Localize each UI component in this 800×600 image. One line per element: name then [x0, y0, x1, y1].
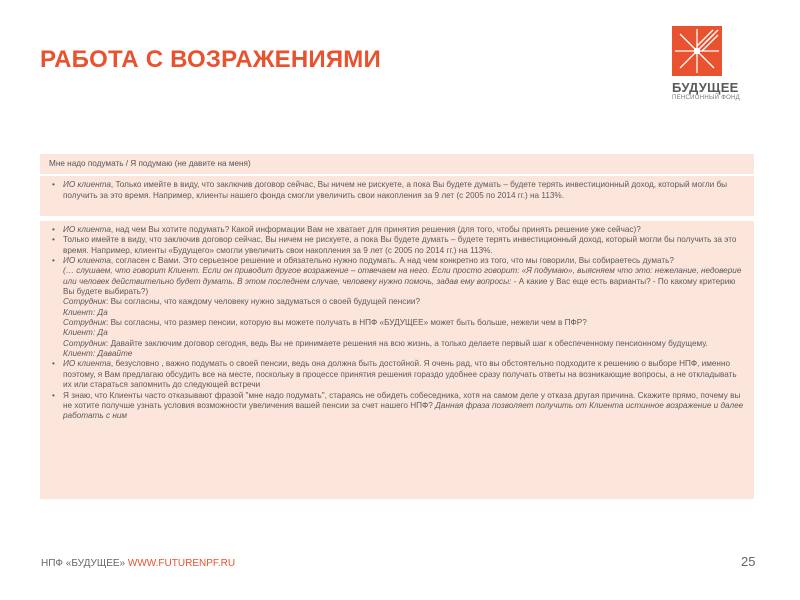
logo-name: БУДУЩЕЕ: [672, 80, 739, 95]
script-panel: [40, 221, 754, 499]
dialogue-line: [52, 297, 744, 307]
slide-title: РАБОТА С ВОЗРАЖЕНИЯМИ: [40, 46, 381, 73]
script-note-questions: - А какие у Вас еще есть варианты? - По какому критерию Вы будете выбирать?): [63, 276, 736, 297]
client-name-placeholder: ИО клиента: [63, 359, 111, 369]
dialogue-reply: Клиент: Давайте: [63, 349, 133, 359]
objection-answer-item: [52, 179, 744, 201]
page-number: 25: [741, 554, 756, 569]
objection-panel: [40, 154, 754, 216]
logo-subtitle: ПЕНСИОННЫЙ ФОНД: [672, 95, 741, 101]
script-content: [40, 221, 754, 422]
speaker-label: Сотрудник: [63, 297, 107, 307]
objection-header: Мне надо подумать / Я подумаю (не давите на меня): [40, 154, 754, 176]
dialogue-line: [52, 318, 744, 328]
script-text: Только имейте в виду, что заключив договор сейчас, Вы ничем не рискуете, а пока Вы будете думать – будете терять инвестиционный доход, который могли бы получить за это время. Например, клиенты «Будущего» смогли увеличить свои накопления за 9 лет (с 2005 по 2014 гг.) на 113%.: [63, 235, 737, 255]
script-text: , безусловно , важно подумать о своей пенсии, ведь она должна быть достойной. Я очень рад, что вы обстоятельно подходите к решению о выборе НПФ, именно поэтому, я Вам предлагаю обсудить все на месте, поскольку в процессе принятия решения гораздо удобнее сразу получать ответы на возникающие вопросы, а не откладывать их или стараться запомнить до следующей встречи: [63, 359, 737, 390]
script-item: [52, 359, 744, 390]
script-item: [52, 235, 744, 256]
objection-answer-text: , Только имейте в виду, что заключив договор сейчас, Вы ничем не рискуете, а пока Вы будете думать – будете терять инвестиционный доход, который могли бы получить за это время. Например, клиенты нашего фонда смогли увеличить свои накопления за 9 лет (с 2005 по 2014 гг.) на 113%.: [63, 180, 728, 200]
dialogue-text: : Вы согласны, что размер пенсии, которую вы можете получать в НПФ «БУДУЩЕЕ» может быть больше, нежели чем в ПФР?: [106, 318, 587, 328]
dialogue-line: [52, 308, 744, 318]
speaker-label: Сотрудник: [63, 318, 107, 328]
script-text-italic: Данная фраза позволяет получить от Клиента истинное возражение и далее работать с ним: [63, 400, 744, 421]
client-name-placeholder: ИО клиента: [63, 180, 111, 189]
footer: [41, 558, 235, 569]
objection-answer: [40, 179, 754, 201]
dialogue-text: : Вы согласны, что каждому человеку нужно задуматься о своей будущей пенсии?: [106, 297, 421, 307]
client-name-placeholder: ИО клиента: [63, 225, 111, 234]
dialogue-line: [52, 349, 744, 359]
dialogue-reply: Клиент: Да: [63, 328, 108, 338]
dialogue-line: [52, 339, 744, 349]
dialogue-reply: Клиент: Да: [63, 307, 108, 317]
dialogue-text: : Давайте заключим договор сегодня, ведь Вы не принимаете решения на всю жизнь, а только делаете первый шаг к обеспеченному пенсионному будущему.: [106, 338, 708, 348]
footer-company: НПФ «БУДУЩЕЕ»: [41, 558, 128, 569]
script-item: [52, 391, 744, 422]
footer-url-link[interactable]: WWW.FUTURENPF.RU: [127, 558, 236, 569]
client-name-placeholder: ИО клиента: [63, 256, 111, 266]
script-note: [52, 266, 744, 297]
script-note-italic: (… слушаем, что говорит Клиент. Если он приводит другое возражение – отвечаем на него. Если просто говорит: «Я подумаю», выясняем что это: нежелание, недоверие или человек действительно будет думать. В этом последнем случае, человеку нужно помочь, задав ему вопросы:: [63, 266, 742, 286]
dialogue-line: [52, 328, 744, 338]
script-text: Я знаю, что Клиенты часто отказывают фразой "мне надо подумать", стараясь не обидеть собеседника, хотя на самом деле у отказа другая причина. Скажите прямо, почему вы не хотите получше узнать условия возможности увеличения вашей пенсии за счет нашего НПФ?: [63, 390, 741, 410]
speaker-label: Сотрудник: [63, 338, 107, 348]
script-item: [52, 225, 744, 235]
futurenpf-logo-mark-icon: [672, 26, 722, 76]
script-item: [52, 256, 744, 266]
script-text: , над чем Вы хотите подумать? Какой информации Вам не хватает для принятия решения (для того, чтобы принять решение уже сейчас)?: [110, 225, 641, 234]
script-text: , согласен с Вами. Это серьезное решение и обязательно нужно подумать. А над чем конкретно из того, что мы говорили, Вы собираетесь думать?: [110, 256, 674, 266]
